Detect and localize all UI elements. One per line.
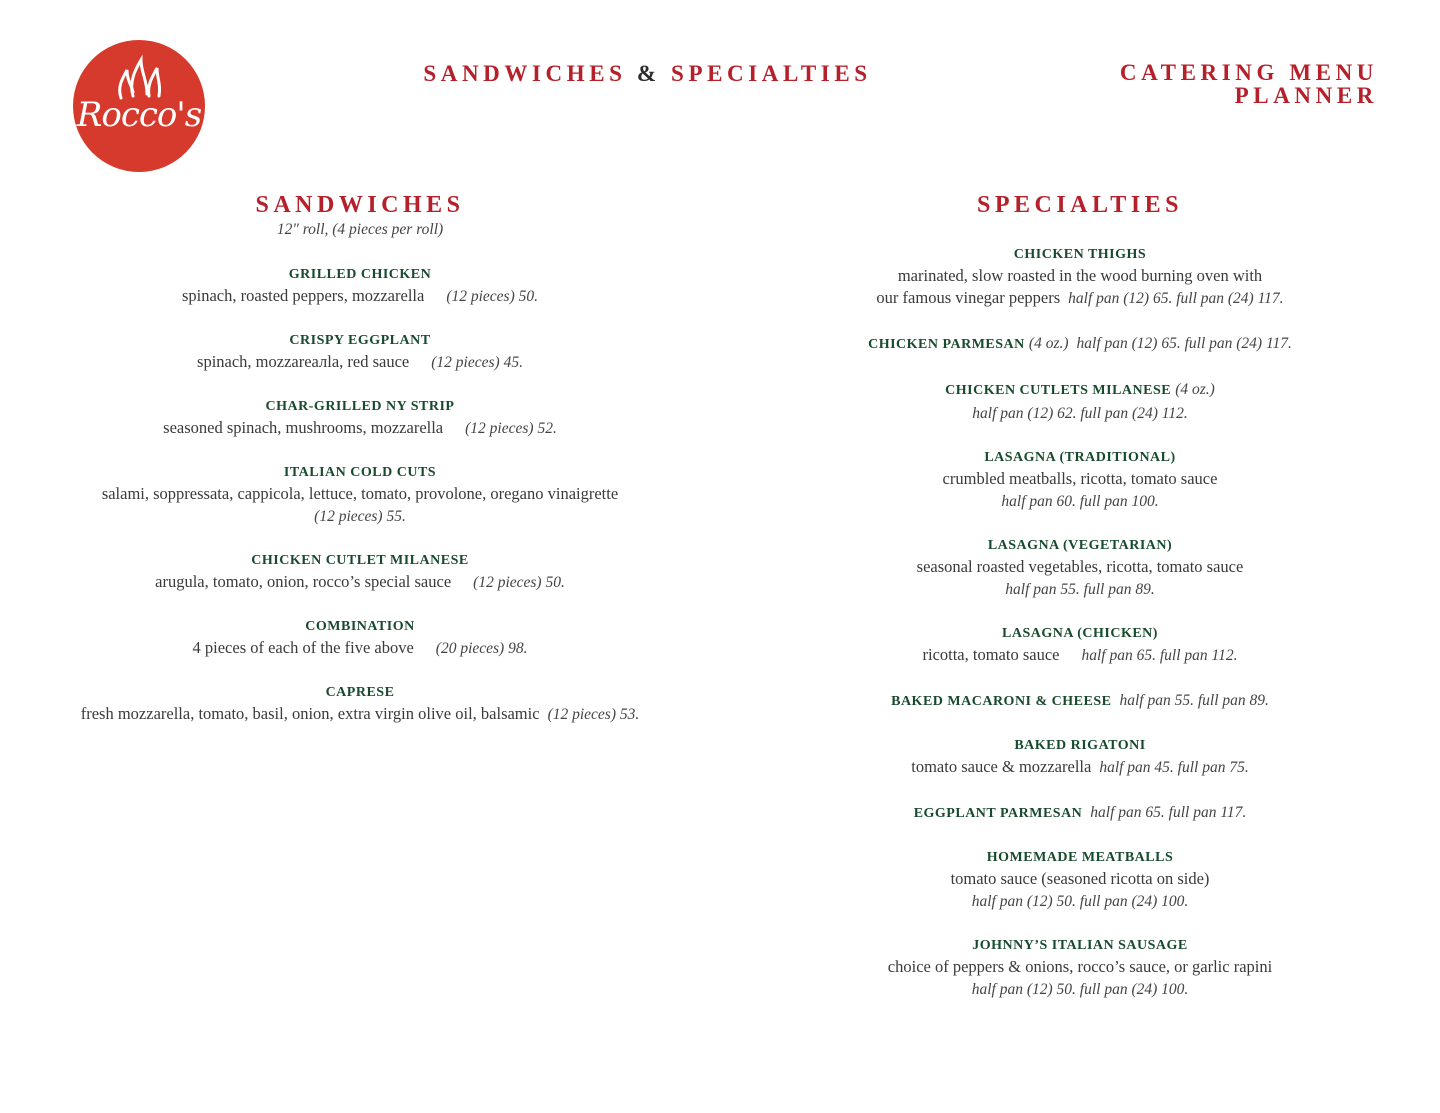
logo-text: Rocco's [76,95,202,135]
catering-menu-planner-title [1120,61,1378,107]
item-price: half pan (12) 62. full pan (24) 112. [972,405,1188,422]
menu-item [40,396,680,440]
item-name: JOHNNY’S ITALIAN SAUSAGE [972,938,1188,953]
item-price: (12 pieces) 55. [314,508,406,525]
title-sandwiches: SANDWICHES [423,61,627,86]
item-name: HOMEMADE MEATBALLS [986,850,1174,865]
item-description: 4 pieces of each of the five above [192,638,414,657]
item-description: seasoned spinach, mushrooms, mozzarella [163,418,444,437]
title-specialties: SPECIALTIES [671,61,872,86]
menu-item [800,735,1360,779]
roccos-logo [73,40,205,172]
item-price: half pan (12) 50. full pan (24) 100. [971,981,1189,998]
item-name: BAKED RIGATONI [1014,738,1146,753]
menu-item [800,689,1360,713]
sandwiches-section [40,190,680,748]
item-name: BAKED MACARONI & CHEESE [891,694,1112,709]
item-name: CAPRESE [325,685,395,700]
menu-item [40,330,680,374]
item-price: half pan (12) 65. full pan (24) 117. [1076,335,1292,352]
item-price: half pan 45. full pan 75. [1099,759,1249,776]
item-name: CRISPY EGGPLANT [289,333,431,348]
item-note: (4 oz.) [1028,335,1069,352]
item-price: half pan (12) 65. full pan (24) 117. [1068,290,1284,307]
menu-item [800,332,1360,356]
menu-item [800,847,1360,913]
item-price: half pan 60. full pan 100. [1001,493,1159,510]
item-name: ITALIAN COLD CUTS [283,465,437,480]
item-description: marinated, slow roasted in the wood burning oven with [897,266,1263,285]
item-name: CHICKEN THIGHS [1013,247,1147,262]
item-description: spinach, mozzareалla, red sauce [197,352,410,371]
item-description: tomato sauce & mozzarella [911,757,1092,776]
item-name: COMBINATION [305,619,415,634]
menu-item [800,447,1360,513]
menu-item [800,535,1360,601]
sandwiches-heading: SANDWICHES [255,192,465,218]
item-price: half pan (12) 50. full pan (24) 100. [971,893,1189,910]
specialties-heading: SPECIALTIES [976,192,1184,218]
item-price: half pan 65. full pan 112. [1081,647,1238,664]
item-description: our famous vinegar peppers [876,288,1061,307]
menu-item [40,682,680,726]
item-price: (12 pieces) 52. [465,420,557,437]
item-description: crumbled meatballs, ricotta, tomato sauce [942,469,1218,488]
item-price: (12 pieces) 50. [446,288,539,305]
specialties-section [800,190,1360,1023]
item-name: LASAGNA (CHICKEN) [1002,626,1158,641]
item-description: fresh mozzarella, tomato, basil, onion, extra virgin olive oil, balsamic [80,704,540,723]
menu-item [800,623,1360,667]
item-description: salami, soppressata, cappicola, lettuce, tomato, provolone, oregano vinaigrette [101,484,619,503]
menu-item [40,616,680,660]
item-description: choice of peppers & onions, rocco’s sauce, or garlic rapini [887,957,1273,976]
page-title [380,60,915,88]
item-note: (4 oz.) [1175,381,1215,398]
menu-item [800,244,1360,310]
item-price: (12 pieces) 45. [431,354,523,371]
planner-line-1: CATERING MENU [1119,60,1378,85]
planner-line-2: PLANNER [1234,83,1378,108]
item-name: CHICKEN PARMESAN [868,337,1025,352]
item-price: (12 pieces) 53. [547,706,640,723]
item-description: spinach, roasted peppers, mozzarella [181,286,425,305]
item-description: tomato sauce (seasoned ricotta on side) [950,869,1210,888]
item-price: (12 pieces) 50. [473,574,565,591]
item-price: half pan 55. full pan 89. [1005,581,1155,598]
menu-item [40,462,680,528]
menu-item [40,264,680,308]
item-name: EGGPLANT PARMESAN [913,806,1083,821]
item-name: LASAGNA (TRADITIONAL) [984,450,1176,465]
item-name: CHICKEN CUTLET MILANESE [251,553,469,568]
item-price: half pan 55. full pan 89. [1119,692,1269,709]
item-description: seasonal roasted vegetables, ricotta, tomato sauce [916,557,1244,576]
item-name: LASAGNA (VEGETARIAN) [987,538,1173,553]
item-name: CHICKEN CUTLETS MILANESE [945,383,1172,398]
item-name: CHAR-GRILLED NY STRIP [265,399,455,414]
menu-item [40,550,680,594]
menu-item [800,378,1360,425]
menu-item [800,801,1360,825]
sandwiches-subtitle: 12" roll, (4 pieces per roll) [276,221,444,238]
item-price: half pan 65. full pan 117. [1090,804,1247,821]
menu-item [800,935,1360,1001]
item-description: arugula, tomato, onion, rocco’s special sauce [155,572,452,591]
title-ampersand: & [636,61,661,86]
item-price: (20 pieces) 98. [435,640,528,657]
item-name: GRILLED CHICKEN [288,267,432,282]
item-description: ricotta, tomato sauce [922,645,1060,664]
